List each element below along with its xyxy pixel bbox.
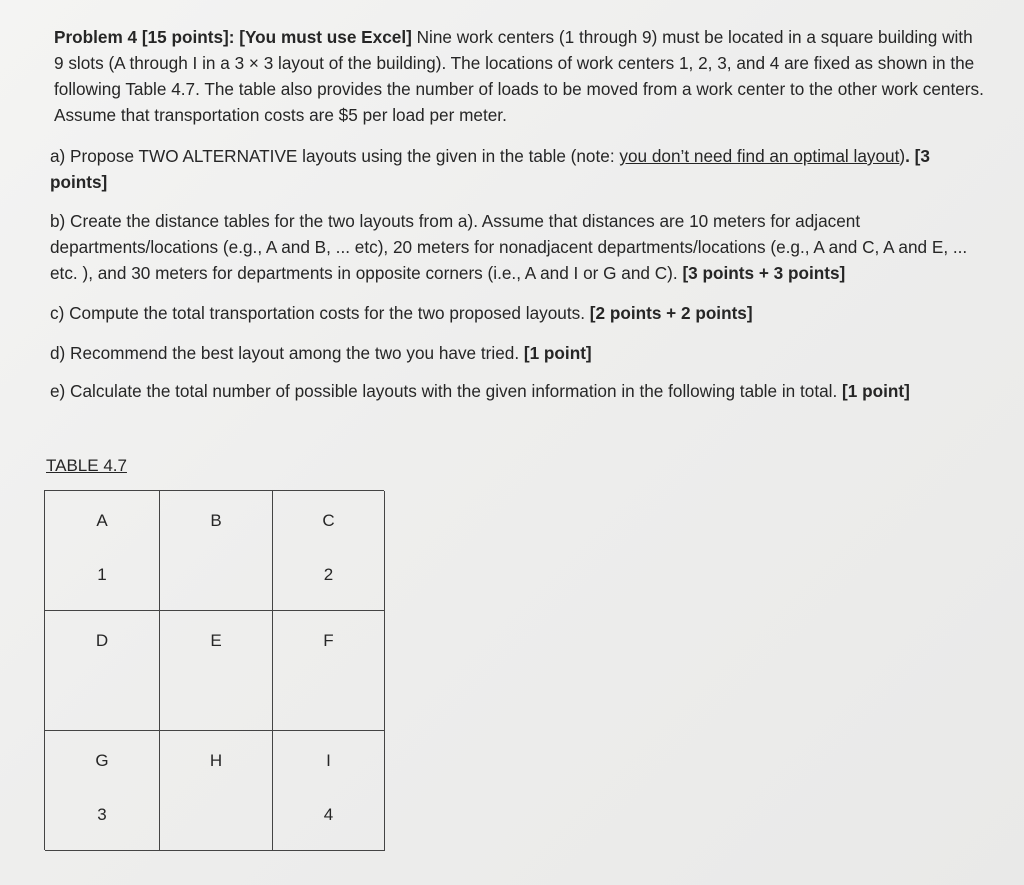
part-b-points: [3 points + 3 points] [682,263,846,283]
problem-text: Nine work centers (1 through 9) must be located in a square building with 9 slots (A through I in a 3 × 3 layout of the building). The locations of work centers 1, 2, 3, and 4 are fixed as shown in the following Table 4.7. The table also provides the number of loads to be moved from a work center to the other work centers. Assume that transportation costs are $5 per load per meter. [54,27,984,125]
slot-b-cell [160,491,273,611]
slot-c-cell [273,491,385,611]
part-e-points: [1 point] [842,381,910,401]
slot-a-cell [45,491,160,611]
part-a-text: a) Propose TWO ALTERNATIVE layouts using the given in the table (note: [50,146,620,166]
part-c-points: [2 points + 2 points] [589,303,753,323]
part-d-points: [1 point] [523,343,592,363]
part-b-text: b) Create the distance tables for the two layouts from a). Assume that distances are 10 meters for adjacent departments/locations (e.g., A and B, ... etc), 20 meters for nonadjacent departments/locations (e.g., A and C, A and E, ... etc. ), and 30 meters for departments in opposite corners (i.e., A and I or G and C). [50,211,968,283]
slot-d-cell [45,611,160,731]
slot-i-cell [273,731,385,851]
slot-label: C [322,511,335,530]
part-c [50,300,985,326]
problem-heading: Problem 4 [15 points]: [You must use Excel] [54,27,412,47]
slot-label: A [96,511,108,530]
layout-table [44,490,384,850]
table-caption: TABLE 4.7 [46,456,127,475]
work-center-number: 1 [97,565,107,584]
slot-label: F [323,631,334,650]
slot-label: E [210,631,222,650]
problem-statement [54,24,984,128]
work-center-number: 2 [323,565,334,584]
slot-label: I [326,751,331,770]
part-c-text: c) Compute the total transportation costs for the two proposed layouts. [50,303,590,323]
part-d [50,340,985,366]
part-e [50,378,985,404]
slot-label: B [210,511,222,530]
slot-label: G [95,751,109,770]
part-a-points: . [3 points] [50,146,930,192]
slot-e-cell [160,611,273,731]
slot-f-cell [273,611,385,731]
part-e-text: e) Calculate the total number of possible layouts with the given information in the following table in total. [50,381,843,401]
part-b [50,208,985,286]
slot-label: H [209,751,223,770]
part-a: a) Propose TWO ALTERNATIVE layouts using the given in the table (note: you don’t need find an optimal layout). [3 points] [50,146,930,192]
slot-label: D [95,631,109,650]
part-a-underlined-note: you don’t need find an optimal layout [619,146,900,166]
work-center-number: 3 [97,805,107,824]
part-d-text: d) Recommend the best layout among the two you have tried. [50,343,524,363]
slot-g-cell [45,731,160,851]
work-center-number: 4 [323,805,334,824]
slot-h-cell [160,731,273,851]
